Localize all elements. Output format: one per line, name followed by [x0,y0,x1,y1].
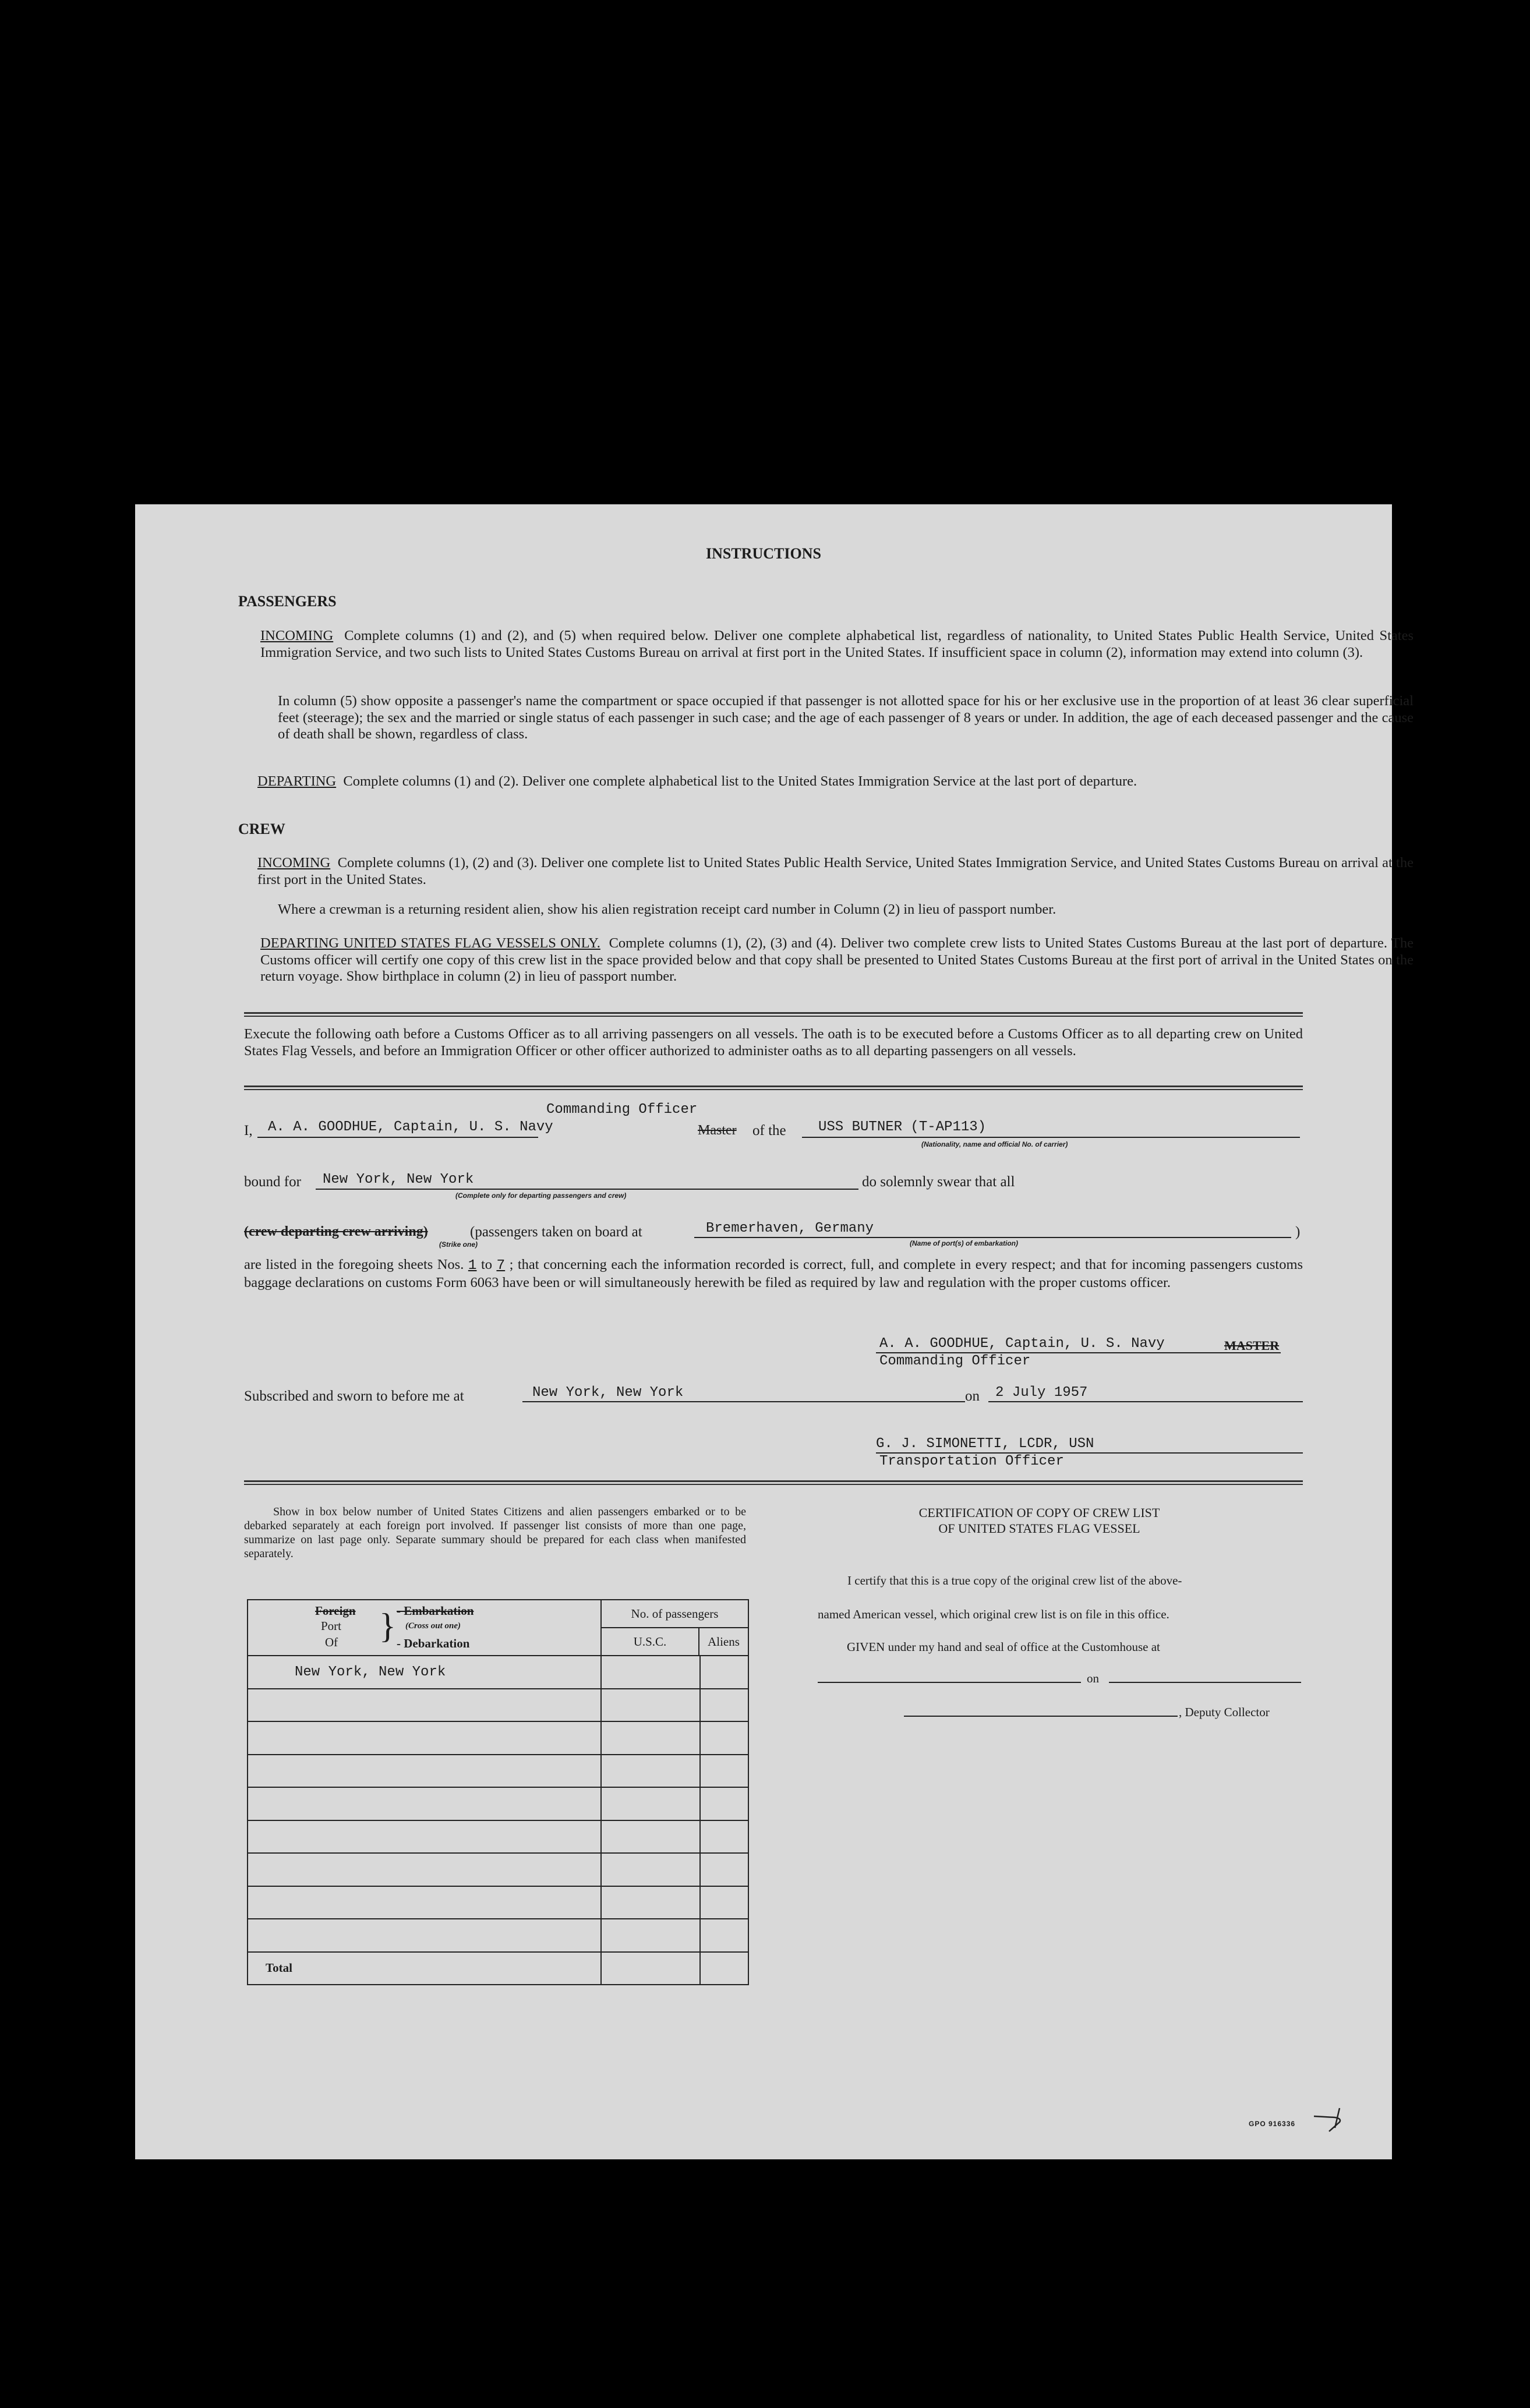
sworn-date: 2 July 1957 [995,1385,1088,1401]
crew-departing-text: Complete columns (1), (2), (3) and (4). Deliver two complete crew lists to United States Customs Bureau at the last port of departure. The Customs officer will certify one copy of this crew list in the space provided below and that copy shall be presented to United States Customs Bureau at the first port of arrival in the United States on the return voyage. Show birthplace in column (2) in lieu of passport number. [260,935,1414,984]
sworn-place: New York, New York [532,1385,684,1401]
certification-line-1: I certify that this is a true copy of the original crew list of the above- [847,1573,1182,1587]
port-caption: (Name of port(s) of embarkation) [910,1239,1019,1247]
rank-above: Commanding Officer [546,1102,698,1118]
certify-text: ; that concerning each the information recorded is correct, full, and complete in every respect; and that for incoming passengers customs baggage declarations on customs Form 6063 have been or will simultaneously herewith be filed as required by law and regulation with the proper customs officer. [244,1257,1303,1290]
oath-intro-paragraph: Execute the following oath before a Customs Officer as to all arriving passengers on all vessels. The oath is to be executed before a Customs Officer as to all departing crew on United States Flag Vessels, and before an Immigration Officer or other officer authorized to administer oaths as to all departing passengers on all vessels. [244,1026,1303,1059]
passengers-incoming-paragraph [260,628,1414,661]
of-the-label: of the [752,1123,786,1138]
passengers-heading: PASSENGERS [238,593,337,610]
certification-line-3: GIVEN under my hand and seal of office at the Customhouse at [847,1640,1160,1654]
total-label: Total [248,1952,601,1985]
divider [244,1085,1303,1090]
table-row [248,1919,748,1952]
of-label: Of [325,1635,338,1649]
officer-signature: G. J. SIMONETTI, LCDR, USN [876,1436,1094,1452]
table-row [248,1787,748,1820]
listed-text: are listed in the foregoing sheets Nos. [244,1257,464,1272]
listed-paragraph [244,1257,1303,1291]
on-label: on [965,1388,980,1404]
bound-for-label: bound for [244,1174,301,1190]
embarkation-port: Bremerhaven, Germany [706,1221,874,1236]
passengers-departing-paragraph [257,773,1414,790]
struck-options: (crew departing crew arriving) [244,1224,428,1239]
passengers-header-cell [601,1600,748,1656]
oath-i-label: I, [244,1123,253,1138]
bound-for-value: New York, New York [323,1172,474,1187]
page-title: INSTRUCTIONS [706,545,821,562]
handwritten-mark [1312,2105,1352,2134]
table-row [248,1656,748,1689]
no-of-passengers-label: No. of passengers [602,1600,748,1628]
port-label: Port [321,1619,342,1633]
passengers-departing-label: DEPARTING [257,773,337,789]
signature-title: Commanding Officer [879,1353,1031,1369]
crew-incoming-paragraph [257,855,1414,888]
vessel-caption: (Nationality, name and official No. of carrier) [921,1140,1068,1148]
certification-title-line-1: CERTIFICATION OF COPY OF CREW LIST [918,1505,1160,1520]
passengers-departing-text: Complete columns (1) and (2). Deliver one complete alphabetical list to the United States Immigration Service at the last port of departure. [343,773,1137,789]
sheet-from: 1 [468,1258,477,1274]
swear-text: do solemnly swear that all [862,1174,1015,1190]
cross-out-label: (Cross out one) [405,1621,461,1631]
gpo-code: GPO 916336 [1249,2120,1296,2128]
master-signature: A. A. GOODHUE, Captain, U. S. Navy [879,1336,1165,1352]
crew-heading: CREW [238,821,285,837]
certification-title-line-2: OF UNITED STATES FLAG VESSEL [938,1521,1140,1536]
debarkation-label: - Debarkation [397,1636,470,1650]
port-cell: New York, New York [248,1656,601,1689]
table-row [248,1886,748,1919]
table-row [248,1689,748,1722]
crew-incoming-text: Complete columns (1), (2) and (3). Deliver one complete list to United States Public Health Service, United States Immigration Service, and United States Customs Bureau on arrival at the first port in the United States. [257,855,1414,887]
sheet-to: 7 [496,1258,506,1274]
certification-title [776,1505,1303,1536]
passengers-column5-paragraph: In column (5) show opposite a passenger's name the compartment or space occupied if that passenger is not allotted space for his or her exclusive use in the proportion of at least 36 clear superficial feet (steerage); the sex and the married or single status of each passenger in such case; and the age of each passenger of 8 years or under. In addition, the age of each deceased passenger and the cause of death shall be shown, regardless of class. [278,693,1414,742]
strike-caption: (Strike one) [439,1240,478,1249]
master-struck-2: MASTER [1224,1338,1280,1353]
crew-alien-paragraph: Where a crewman is a returning resident alien, show his alien registration receipt card number in Column (2) in lieu of passport number. [278,901,1056,917]
vessel-name: USS BUTNER (T-AP113) [818,1119,987,1135]
bound-for-caption: (Complete only for departing passengers and crew) [455,1191,627,1200]
certification-on-label: on [1087,1671,1099,1685]
divider [244,1012,1303,1017]
table-row [248,1820,748,1854]
crew-departing-paragraph [260,935,1414,985]
close-paren: ) [1295,1224,1301,1240]
crew-list-instructions-page [135,504,1414,2159]
passengers-incoming-label: INCOMING [260,628,334,643]
port-header-cell: Foreign Port Of } - Embarkation (Cross out one) - Debarkation [248,1600,601,1656]
foreign-label: Foreign [315,1604,356,1618]
certification-line-2: named American vessel, which original crew list is on file in this office. [818,1607,1169,1621]
crew-departing-label: DEPARTING UNITED STATES FLAG VESSELS ONLY. [260,935,600,951]
passenger-summary-table [247,1599,749,1985]
master-struck: Master [698,1123,737,1138]
total-row [248,1952,748,1985]
summary-instructions: Show in box below number of United States Citizens and alien passengers embarked or to be debarked separately at each foreign port involved. If passenger list consists of more than one page, summarize on last page only. Separate summary should be prepared for each class when manifested separately. [244,1505,746,1560]
subscribed-label: Subscribed and sworn to before me at [244,1388,464,1404]
deputy-collector-label: , Deputy Collector [1179,1705,1270,1719]
table-row [248,1721,748,1755]
officer-title: Transportation Officer [879,1454,1064,1469]
passengers-incoming-text: Complete columns (1) and (2), and (5) when required below. Deliver one complete alphabetical list, regardless of nationality, to United States Public Health Service, United States Immigration Service, and two such lists to United States Customs Bureau on arrival at first port in the United States. If insufficient space in column (2), information may extend into column (3). [260,628,1414,660]
passengers-taken-label: (passengers taken on board at [470,1224,642,1240]
usc-header: U.S.C. [602,1628,699,1655]
crew-incoming-label: INCOMING [257,855,331,871]
divider [244,1480,1303,1485]
oath-name: A. A. GOODHUE, Captain, U. S. Navy [268,1119,553,1135]
table-row [248,1853,748,1886]
aliens-header: Aliens [708,1635,740,1649]
table-row [248,1755,748,1788]
embarkation-label: - Embarkation [397,1604,474,1618]
to-label: to [480,1257,493,1272]
